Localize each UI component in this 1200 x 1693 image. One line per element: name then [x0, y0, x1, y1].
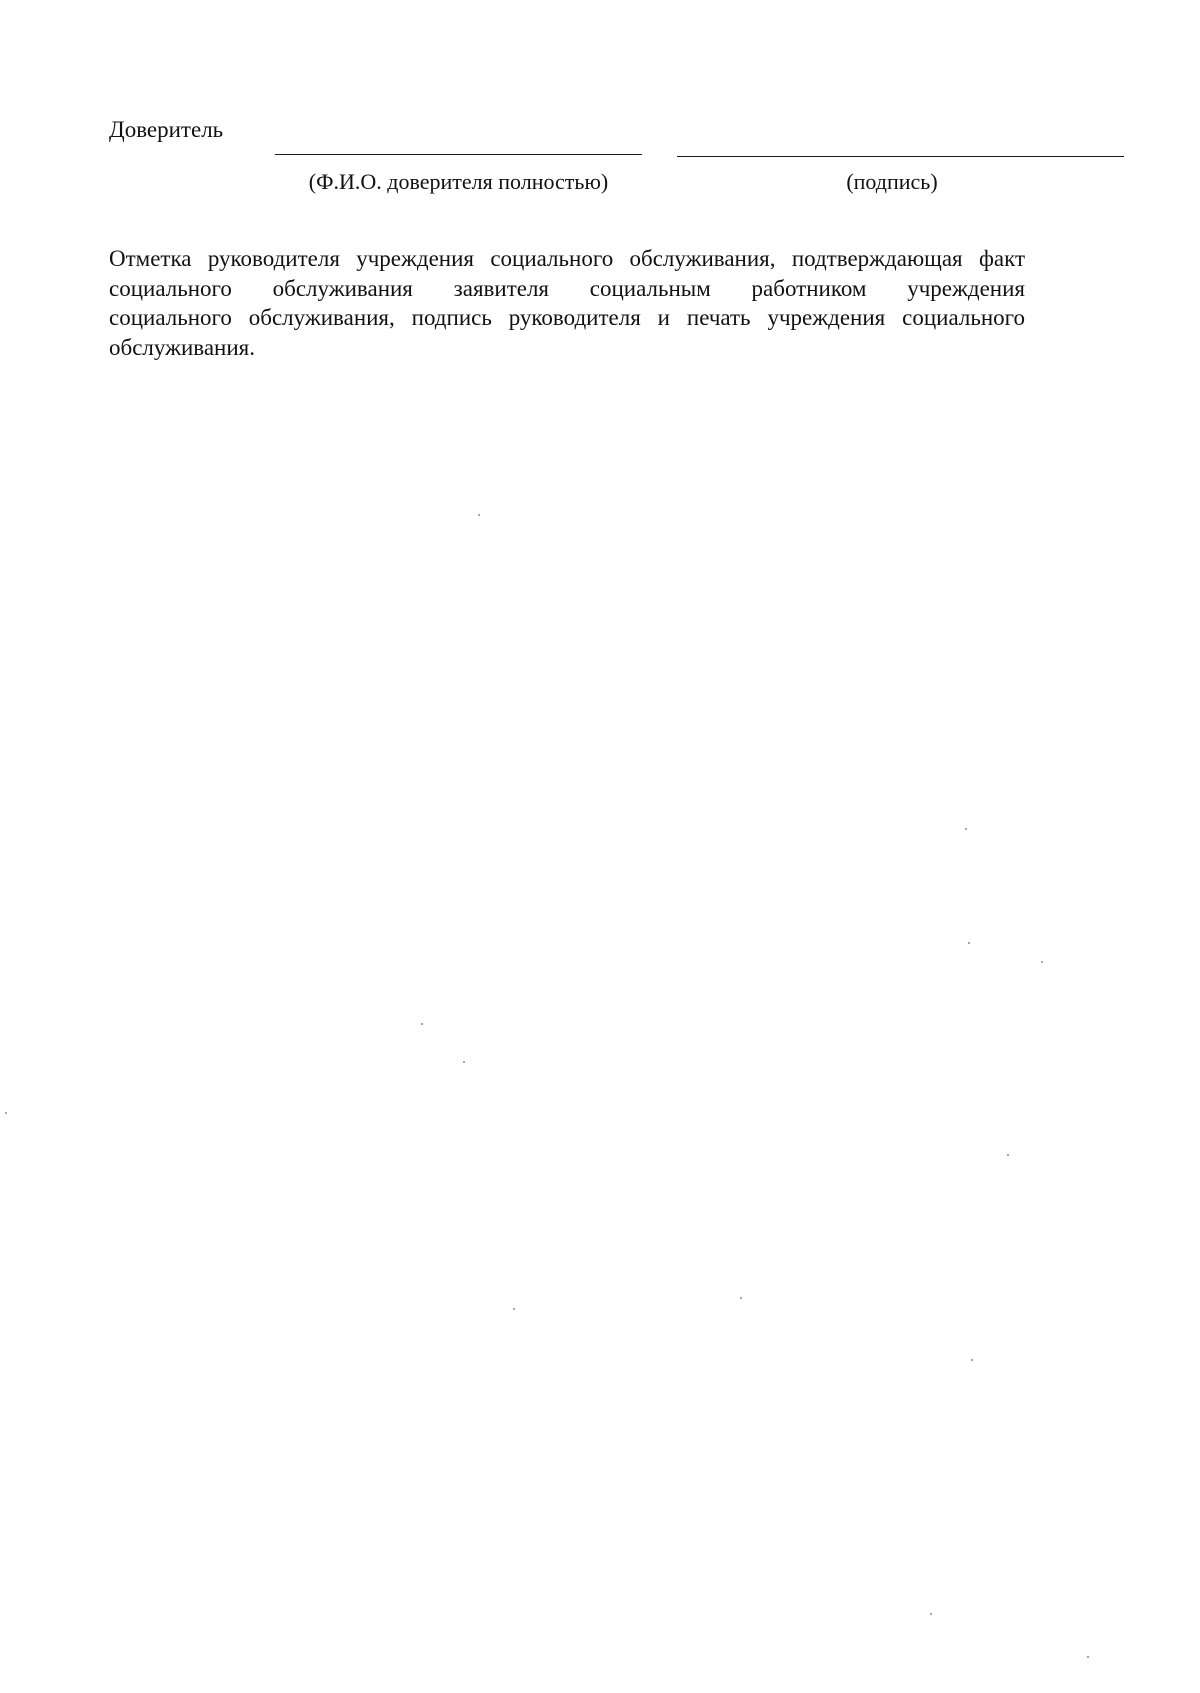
- fio-signature-line: [275, 154, 642, 155]
- scan-speck: [1007, 1154, 1009, 1156]
- scan-speck: [421, 1023, 423, 1025]
- note-line: обслуживания.: [109, 334, 255, 360]
- note-line: социального обслуживания заявителя социальным работником учреждения: [109, 275, 1025, 301]
- scan-speck: [513, 1308, 515, 1310]
- scan-speck: [1041, 961, 1043, 963]
- fio-caption: (Ф.И.О. доверителя полностью): [308, 169, 609, 194]
- principal-label: Доверитель: [109, 117, 224, 142]
- scan-speck: [971, 1359, 973, 1361]
- scan-speck: [478, 514, 480, 516]
- scan-speck: [930, 1613, 932, 1615]
- note-line: социального обслуживания, подпись руководителя и печать учреждения социального: [109, 305, 1025, 330]
- scan-speck: [968, 942, 970, 944]
- scan-speck: [463, 1061, 465, 1063]
- note-line: Отметка руководителя учреждения социального обслуживания, подтверждающая факт: [109, 246, 1025, 271]
- signature-line: [677, 156, 1124, 157]
- scan-speck: [5, 1112, 7, 1114]
- scan-speck: [1087, 1656, 1089, 1658]
- signature-caption: (подпись): [846, 169, 938, 194]
- scan-speck: [965, 828, 967, 830]
- scan-speck: [740, 1297, 742, 1299]
- head-confirmation-note: [109, 244, 1025, 362]
